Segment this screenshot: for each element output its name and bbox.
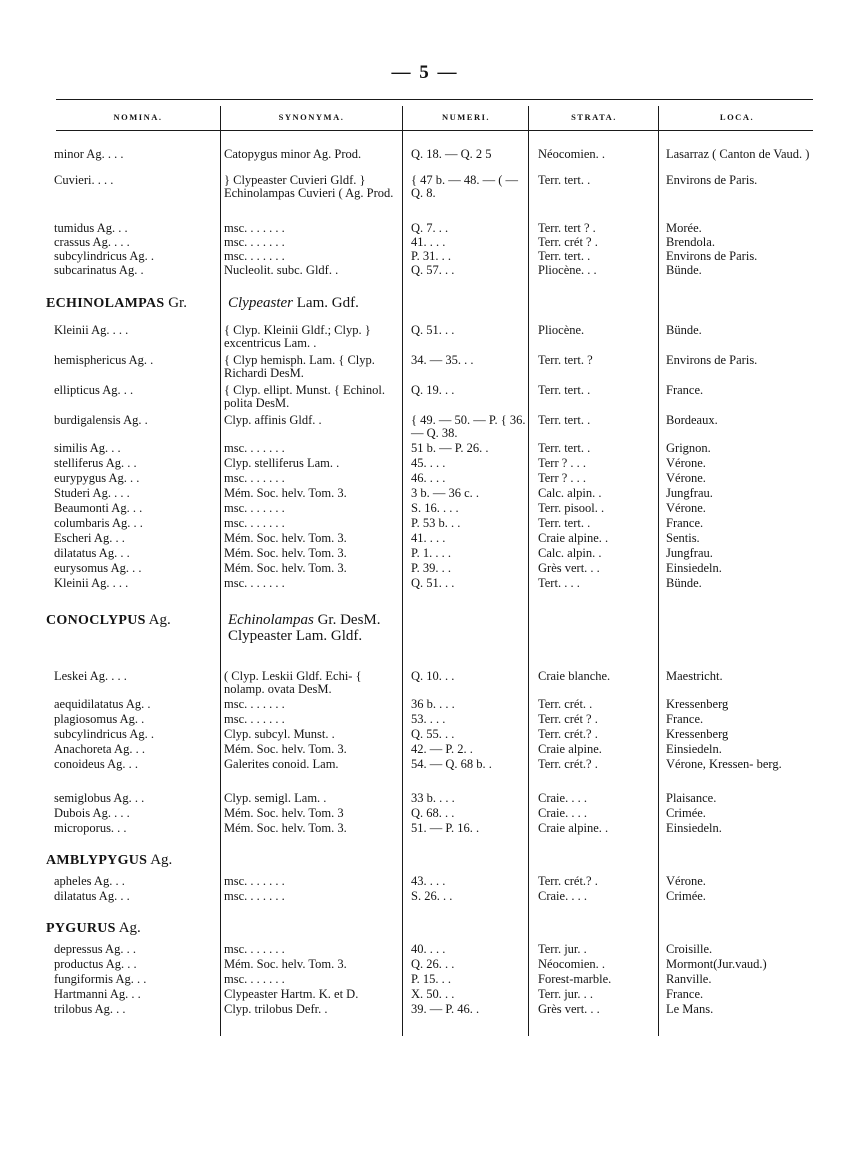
numeri-cell: Q. 7. . . xyxy=(411,221,449,235)
strata-cell: Calc. alpin. . xyxy=(538,546,602,560)
genus-title xyxy=(46,920,141,937)
column-header-numeri: NUMERI. xyxy=(441,112,491,122)
loca-cell: Jungfrau. xyxy=(666,546,713,560)
loca-cell: Environs de Paris. xyxy=(666,353,758,367)
strata-cell: Néocomien. . xyxy=(538,147,605,161)
species-name-cell: Dubois Ag. . . . xyxy=(54,806,130,820)
strata-cell: Terr. tert. . xyxy=(538,441,591,455)
numeri-cell: Q. 10. . . xyxy=(411,669,455,683)
numeri-cell: P. 39. . . xyxy=(411,561,451,575)
species-name-cell: Cuvieri. . . . xyxy=(54,173,114,187)
strata-cell: Craie. . . . xyxy=(538,791,587,805)
numeri-cell: Q. 57. . . xyxy=(411,263,455,277)
strata-cell: Terr. tert. . xyxy=(538,413,591,427)
loca-cell: France. xyxy=(666,383,704,397)
loca-cell: Einsiedeln. xyxy=(666,821,722,835)
loca-cell: Le Mans. xyxy=(666,1002,714,1016)
species-name-cell: semiglobus Ag. . . xyxy=(54,791,145,805)
loca-cell: Morée. xyxy=(666,221,702,235)
numeri-cell: S. 26. . . xyxy=(411,889,453,903)
page-number: — 5 — xyxy=(391,62,459,83)
species-name-cell: Kleinii Ag. . . . xyxy=(54,323,129,337)
numeri-cell: 46. . . . xyxy=(411,471,446,485)
species-name-cell: burdigalensis Ag. . xyxy=(54,413,148,427)
genus-synonym-italic: Clypeaster xyxy=(228,295,293,311)
loca-cell: Ranville. xyxy=(666,972,712,986)
column-header-loca: LOCA. xyxy=(719,112,755,122)
species-name-cell: Anachoreta Ag. . . xyxy=(54,742,145,756)
loca-cell: Brendola. xyxy=(666,235,715,249)
strata-cell: Terr. crét.? . xyxy=(538,727,598,741)
species-name-cell: dilatatus Ag. . . xyxy=(54,889,130,903)
species-name-cell: dilatatus Ag. . . xyxy=(54,546,130,560)
synonym-cell: Galerites conoid. Lam. xyxy=(224,757,339,771)
loca-cell: Einsiedeln. xyxy=(666,561,722,575)
strata-cell: Pliocène. xyxy=(538,323,585,337)
numeri-cell: Q. 18. — Q. 2 5 xyxy=(411,147,492,161)
synonym-cell: { Clyp hemisph. Lam. { Clyp. Richardi DesM. xyxy=(224,353,375,380)
loca-cell: Environs de Paris. xyxy=(666,173,758,187)
numeri-cell: Q. 51. . . xyxy=(411,576,455,590)
genus-name: CONOCLYPUS xyxy=(46,613,146,628)
species-name-cell: fungiformis Ag. . . xyxy=(54,972,147,986)
strata-cell: Terr. pisool. . xyxy=(538,501,605,515)
synonym-cell: Catopygus minor Ag. Prod. xyxy=(224,147,362,161)
synonym-cell: Clyp. subcyl. Munst. . xyxy=(224,727,335,741)
species-name-cell: minor Ag. . . . xyxy=(54,147,124,161)
genus-author: Ag. xyxy=(145,612,171,628)
synonym-cell: msc. . . . . . . xyxy=(224,889,285,903)
table-body xyxy=(38,96,813,1036)
synonym-cell: msc. . . . . . . xyxy=(224,501,285,515)
column-header-nomina: NOMINA. xyxy=(113,112,163,122)
species-name-cell: similis Ag. . . xyxy=(54,441,121,455)
strata-cell: Néocomien. . xyxy=(538,957,605,971)
synonym-cell: Mém. Soc. helv. Tom. 3. xyxy=(224,957,347,971)
numeri-cell: Q. 26. . . xyxy=(411,957,455,971)
species-name-cell: aequidilatatus Ag. . xyxy=(54,697,151,711)
synonym-cell: msc. . . . . . . xyxy=(224,576,285,590)
numeri-cell: 41. . . . xyxy=(411,531,446,545)
synonym-cell: ( Clyp. Leskii Gldf. Echi- { nolamp. ovata DesM. xyxy=(224,669,362,696)
numeri-cell: 51 b. — P. 26. . xyxy=(411,441,489,455)
genus-name: PYGURUS xyxy=(46,921,116,936)
strata-cell: Terr. tert ? . xyxy=(538,221,596,235)
synonym-cell: msc. . . . . . . xyxy=(224,249,285,263)
loca-cell: Environs de Paris. xyxy=(666,249,758,263)
synonym-cell: Mém. Soc. helv. Tom. 3. xyxy=(224,742,347,756)
genus-title xyxy=(46,612,171,629)
strata-cell: Tert. . . . xyxy=(538,576,580,590)
species-name-cell: trilobus Ag. . . xyxy=(54,1002,126,1016)
species-name-cell: Hartmanni Ag. . . xyxy=(54,987,141,1001)
synonym-cell: Clyp. stelliferus Lam. . xyxy=(224,456,340,470)
numeri-cell: { 49. — 50. — P. { 36. — Q. 38. xyxy=(411,413,526,440)
strata-cell: Craie alpine. . xyxy=(538,821,609,835)
species-name-cell: Leskei Ag. . . . xyxy=(54,669,127,683)
synonym-cell: Mém. Soc. helv. Tom. 3. xyxy=(224,546,347,560)
loca-cell: Einsiedeln. xyxy=(666,742,722,756)
synonym-cell: msc. . . . . . . xyxy=(224,942,285,956)
species-name-cell: tumidus Ag. . . xyxy=(54,221,128,235)
numeri-cell: { 47 b. — 48. — ( — Q. 8. xyxy=(411,173,519,200)
loca-cell: France. xyxy=(666,987,704,1001)
strata-cell: Terr. crét. . xyxy=(538,697,593,711)
strata-cell: Calc. alpin. . xyxy=(538,486,602,500)
numeri-cell: 41. . . . xyxy=(411,235,446,249)
species-name-cell: ellipticus Ag. . . xyxy=(54,383,134,397)
loca-cell: Maestricht. xyxy=(666,669,723,683)
synonym-cell: msc. . . . . . . xyxy=(224,972,285,986)
strata-cell: Terr. jur. . . xyxy=(538,987,594,1001)
synonym-cell: Clyp. affinis Gldf. . xyxy=(224,413,322,427)
numeri-cell: P. 1. . . . xyxy=(411,546,451,560)
loca-cell: Kressenberg xyxy=(666,727,729,741)
strata-cell: Forest-marble. xyxy=(538,972,612,986)
synonym-cell: msc. . . . . . . xyxy=(224,221,285,235)
strata-cell: Terr. tert. . xyxy=(538,516,591,530)
numeri-cell: P. 31. . . xyxy=(411,249,451,263)
species-name-cell: productus Ag. . . xyxy=(54,957,137,971)
loca-cell: Crimée. xyxy=(666,806,706,820)
genus-title xyxy=(46,295,187,312)
synonym-cell: Mém. Soc. helv. Tom. 3. xyxy=(224,821,347,835)
species-name-cell: Escheri Ag. . . xyxy=(54,531,125,545)
numeri-cell: 40. . . . xyxy=(411,942,446,956)
species-name-cell: hemisphericus Ag. . xyxy=(54,353,154,367)
species-name-cell: columbaris Ag. . . xyxy=(54,516,143,530)
numeri-cell: 34. — 35. . . xyxy=(411,353,474,367)
numeri-cell: Q. 19. . . xyxy=(411,383,455,397)
loca-cell: Vérone. xyxy=(666,471,706,485)
synonym-cell: { Clyp. ellipt. Munst. { Echinol. polita DesM. xyxy=(224,383,385,410)
numeri-cell: 54. — Q. 68 b. . xyxy=(411,757,492,771)
numeri-cell: 43. . . . xyxy=(411,874,446,888)
loca-cell: Bordeaux. xyxy=(666,413,718,427)
genus-synonym xyxy=(228,612,398,644)
numeri-cell: 33 b. . . . xyxy=(411,791,455,805)
genus-synonym-rest: Gr. DesM. Clypeaster Lam. Gldf. xyxy=(228,612,381,644)
numeri-cell: X. 50. . . xyxy=(411,987,455,1001)
loca-cell: Vérone. xyxy=(666,874,706,888)
strata-cell: Terr. tert. . xyxy=(538,173,591,187)
synonym-cell: msc. . . . . . . xyxy=(224,712,285,726)
genus-title xyxy=(46,852,172,869)
genus-name: ECHINOLAMPAS xyxy=(46,296,165,311)
synonym-cell: { Clyp. Kleinii Gldf.; Clyp. } excentricus Lam. . xyxy=(224,323,371,350)
numeri-cell: Q. 51. . . xyxy=(411,323,455,337)
species-table xyxy=(38,96,813,1036)
loca-cell: Bünde. xyxy=(666,263,702,277)
species-name-cell: eurypygus Ag. . . xyxy=(54,471,140,485)
loca-cell: Lasarraz ( Canton de Vaud. ) xyxy=(666,147,810,161)
loca-cell: Vérone, Kressen- berg. xyxy=(666,757,782,771)
genus-author: Ag. xyxy=(115,920,141,936)
column-header-synonyma: SYNONYMA. xyxy=(278,112,345,122)
loca-cell: Croisille. xyxy=(666,942,713,956)
strata-cell: Terr ? . . . xyxy=(538,471,587,485)
species-name-cell: apheles Ag. . . xyxy=(54,874,125,888)
species-name-cell: plagiosomus Ag. . xyxy=(54,712,145,726)
synonym-cell: Clypeaster Hartm. K. et D. xyxy=(224,987,359,1001)
genus-author: Gr. xyxy=(164,295,187,311)
strata-cell: Craie blanche. xyxy=(538,669,611,683)
loca-cell: Plaisance. xyxy=(666,791,717,805)
species-name-cell: microporus. . . xyxy=(54,821,127,835)
numeri-cell: 45. . . . xyxy=(411,456,446,470)
loca-cell: Kressenberg xyxy=(666,697,729,711)
numeri-cell: Q. 55. . . xyxy=(411,727,455,741)
loca-cell: Crimée. xyxy=(666,889,706,903)
loca-cell: Vérone. xyxy=(666,456,706,470)
species-name-cell: Beaumonti Ag. . . xyxy=(54,501,143,515)
species-name-cell: subcylindricus Ag. . xyxy=(54,727,154,741)
loca-cell: Sentis. xyxy=(666,531,700,545)
species-name-cell: stelliferus Ag. . . xyxy=(54,456,137,470)
synonym-cell: Mém. Soc. helv. Tom. 3. xyxy=(224,486,347,500)
strata-cell: Terr. crét.? . xyxy=(538,874,598,888)
synonym-cell: Nucleolit. subc. Gldf. . xyxy=(224,263,339,277)
species-name-cell: crassus Ag. . . . xyxy=(54,235,130,249)
strata-cell: Terr ? . . . xyxy=(538,456,587,470)
strata-cell: Craie alpine. xyxy=(538,742,602,756)
synonym-cell: } Clypeaster Cuvieri Gldf. } Echinolampas Cuvieri ( Ag. Prod. xyxy=(224,173,394,200)
synonym-cell: msc. . . . . . . xyxy=(224,471,285,485)
genus-author: Ag. xyxy=(147,852,173,868)
strata-cell: Pliocène. . . xyxy=(538,263,597,277)
strata-cell: Terr. crét ? . xyxy=(538,712,598,726)
strata-cell: Terr. tert. . xyxy=(538,249,591,263)
species-name-cell: depressus Ag. . . xyxy=(54,942,136,956)
loca-cell: France. xyxy=(666,516,704,530)
column-header-strata: STRATA. xyxy=(571,112,617,122)
loca-cell: Bünde. xyxy=(666,323,702,337)
genus-synonym-rest: Lam. Gdf. xyxy=(293,295,359,311)
genus-synonym-italic: Echinolampas xyxy=(228,612,314,628)
numeri-cell: P. 15. . . xyxy=(411,972,451,986)
numeri-cell: 39. — P. 46. . xyxy=(411,1002,480,1016)
strata-cell: Terr. crét ? . xyxy=(538,235,598,249)
species-name-cell: Kleinii Ag. . . . xyxy=(54,576,129,590)
strata-cell: Terr. tert. . xyxy=(538,383,591,397)
numeri-cell: P. 53 b. . . xyxy=(411,516,461,530)
synonym-cell: Clyp. semigl. Lam. . xyxy=(224,791,327,805)
strata-cell: Grès vert. . . xyxy=(538,561,600,575)
strata-cell: Craie. . . . xyxy=(538,889,587,903)
strata-cell: Grès vert. . . xyxy=(538,1002,600,1016)
synonym-cell: msc. . . . . . . xyxy=(224,874,285,888)
synonym-cell: Mém. Soc. helv. Tom. 3. xyxy=(224,531,347,545)
strata-cell: Craie alpine. . xyxy=(538,531,609,545)
synonym-cell: Clyp. trilobus Defr. . xyxy=(224,1002,328,1016)
loca-cell: Jungfrau. xyxy=(666,486,713,500)
species-name-cell: Studeri Ag. . . . xyxy=(54,486,130,500)
strata-cell: Craie. . . . xyxy=(538,806,587,820)
synonym-cell: msc. . . . . . . xyxy=(224,516,285,530)
loca-cell: Bünde. xyxy=(666,576,702,590)
genus-synonym xyxy=(228,295,398,311)
numeri-cell: Q. 68. . . xyxy=(411,806,455,820)
loca-cell: Mormont(Jur.vaud.) xyxy=(666,957,767,971)
synonym-cell: Mém. Soc. helv. Tom. 3 xyxy=(224,806,344,820)
synonym-cell: Mém. Soc. helv. Tom. 3. xyxy=(224,561,347,575)
species-name-cell: subcarinatus Ag. . xyxy=(54,263,144,277)
numeri-cell: 3 b. — 36 c. . xyxy=(411,486,480,500)
strata-cell: Terr. crét.? . xyxy=(538,757,598,771)
loca-cell: Vérone. xyxy=(666,501,706,515)
numeri-cell: 36 b. . . . xyxy=(411,697,455,711)
synonym-cell: msc. . . . . . . xyxy=(224,235,285,249)
species-name-cell: subcylindricus Ag. . xyxy=(54,249,154,263)
species-name-cell: conoideus Ag. . . xyxy=(54,757,139,771)
numeri-cell: S. 16. . . . xyxy=(411,501,459,515)
strata-cell: Terr. jur. . xyxy=(538,942,587,956)
strata-cell: Terr. tert. ? xyxy=(538,353,593,367)
synonym-cell: msc. . . . . . . xyxy=(224,697,285,711)
numeri-cell: 42. — P. 2. . xyxy=(411,742,473,756)
species-name-cell: eurysomus Ag. . . xyxy=(54,561,142,575)
numeri-cell: 51. — P. 16. . xyxy=(411,821,480,835)
numeri-cell: 53. . . . xyxy=(411,712,446,726)
loca-cell: Grignon. xyxy=(666,441,711,455)
genus-name: AMBLYPYGUS xyxy=(46,853,148,868)
synonym-cell: msc. . . . . . . xyxy=(224,441,285,455)
loca-cell: France. xyxy=(666,712,704,726)
